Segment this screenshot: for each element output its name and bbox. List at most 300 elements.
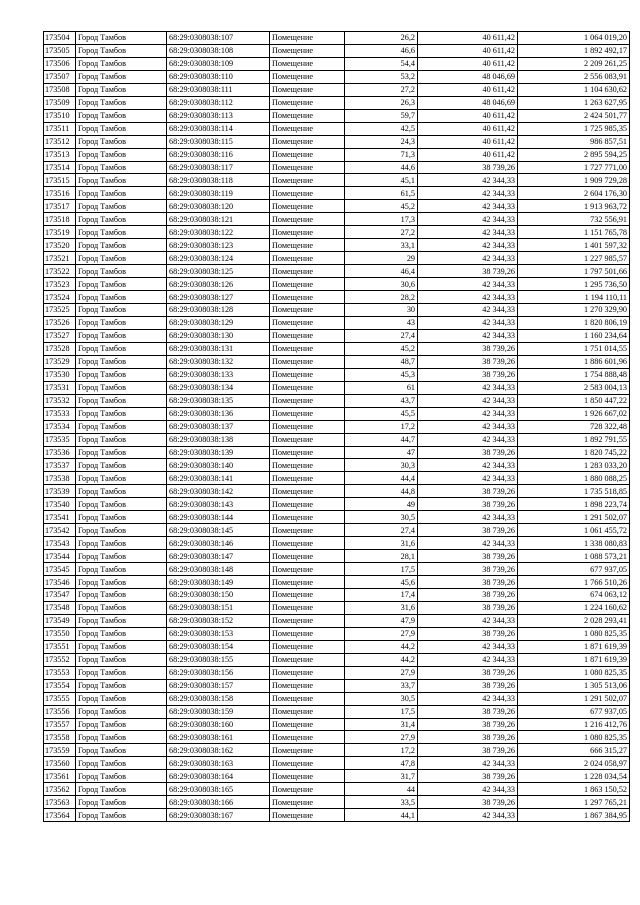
cadastral-value-cell: 1 297 765,21 [518, 796, 630, 809]
row-number-cell: 173549 [44, 614, 76, 627]
object-type-cell: Помещение [270, 614, 345, 627]
object-type-cell: Помещение [270, 278, 345, 291]
table-row [44, 252, 630, 265]
object-type-cell: Помещение [270, 239, 345, 252]
row-number-cell: 173555 [44, 692, 76, 705]
area-cell: 30,3 [345, 459, 418, 472]
object-type-cell: Помещение [270, 588, 345, 601]
object-type-cell: Помещение [270, 316, 345, 329]
cadastral-value-cell: 1 080 825,35 [518, 666, 630, 679]
cadastral-value-cell: 1 224 160,62 [518, 601, 630, 614]
row-number-cell: 173513 [44, 148, 76, 161]
city-cell: Город Тамбов [76, 161, 167, 174]
cadastral-value-cell: 2 604 176,30 [518, 187, 630, 200]
unit-value-cell: 42 344,33 [418, 407, 518, 420]
area-cell: 27,4 [345, 524, 418, 537]
cadastral-number-cell: 68:29:0308038:127 [167, 291, 270, 304]
cadastral-number-cell: 68:29:0308038:164 [167, 770, 270, 783]
object-type-cell: Помещение [270, 446, 345, 459]
cadastral-value-cell: 1 227 985,57 [518, 252, 630, 265]
row-number-cell: 173556 [44, 705, 76, 718]
cadastral-value-cell: 2 424 501,77 [518, 109, 630, 122]
city-cell: Город Тамбов [76, 226, 167, 239]
object-type-cell: Помещение [270, 537, 345, 550]
city-cell: Город Тамбов [76, 498, 167, 511]
table-row [44, 70, 630, 83]
object-type-cell: Помещение [270, 524, 345, 537]
city-cell: Город Тамбов [76, 239, 167, 252]
cadastral-value-cell: 1 725 985,35 [518, 122, 630, 135]
row-number-cell: 173543 [44, 537, 76, 550]
object-type-cell: Помещение [270, 459, 345, 472]
cadastral-value-cell: 732 556,91 [518, 213, 630, 226]
row-number-cell: 173506 [44, 57, 76, 70]
unit-value-cell: 48 046,69 [418, 70, 518, 83]
cadastral-number-cell: 68:29:0308038:148 [167, 563, 270, 576]
area-cell: 27,9 [345, 666, 418, 679]
row-number-cell: 173538 [44, 472, 76, 485]
cadastral-value-cell: 1 892 492,17 [518, 44, 630, 57]
unit-value-cell: 38 739,26 [418, 342, 518, 355]
area-cell: 17,5 [345, 563, 418, 576]
area-cell: 44,6 [345, 161, 418, 174]
table-row [44, 226, 630, 239]
city-cell: Город Тамбов [76, 174, 167, 187]
object-type-cell: Помещение [270, 809, 345, 822]
object-type-cell: Помещение [270, 355, 345, 368]
table-row [44, 316, 630, 329]
cadastral-number-cell: 68:29:0308038:112 [167, 96, 270, 109]
city-cell: Город Тамбов [76, 459, 167, 472]
table-row [44, 705, 630, 718]
cadastral-number-cell: 68:29:0308038:118 [167, 174, 270, 187]
row-number-cell: 173542 [44, 524, 76, 537]
table-row [44, 588, 630, 601]
area-cell: 30,5 [345, 511, 418, 524]
object-type-cell: Помещение [270, 200, 345, 213]
table-row [44, 96, 630, 109]
city-cell: Город Тамбов [76, 342, 167, 355]
unit-value-cell: 38 739,26 [418, 679, 518, 692]
table-row [44, 472, 630, 485]
unit-value-cell: 38 739,26 [418, 550, 518, 563]
object-type-cell: Помещение [270, 342, 345, 355]
area-cell: 44,8 [345, 485, 418, 498]
city-cell: Город Тамбов [76, 96, 167, 109]
area-cell: 33,5 [345, 796, 418, 809]
table-row [44, 187, 630, 200]
unit-value-cell: 42 344,33 [418, 783, 518, 796]
object-type-cell: Помещение [270, 796, 345, 809]
area-cell: 33,7 [345, 679, 418, 692]
cadastral-number-cell: 68:29:0308038:110 [167, 70, 270, 83]
table-row [44, 291, 630, 304]
row-number-cell: 173507 [44, 70, 76, 83]
cadastral-number-cell: 68:29:0308038:125 [167, 265, 270, 278]
row-number-cell: 173531 [44, 381, 76, 394]
city-cell: Город Тамбов [76, 744, 167, 757]
row-number-cell: 173559 [44, 744, 76, 757]
cadastral-number-cell: 68:29:0308038:142 [167, 485, 270, 498]
cadastral-number-cell: 68:29:0308038:124 [167, 252, 270, 265]
object-type-cell: Помещение [270, 718, 345, 731]
city-cell: Город Тамбов [76, 291, 167, 304]
row-number-cell: 173504 [44, 32, 76, 45]
table-row [44, 666, 630, 679]
area-cell: 28,1 [345, 550, 418, 563]
unit-value-cell: 42 344,33 [418, 316, 518, 329]
table-row [44, 32, 630, 45]
row-number-cell: 173551 [44, 640, 76, 653]
area-cell: 27,9 [345, 731, 418, 744]
unit-value-cell: 42 344,33 [418, 420, 518, 433]
cadastral-value-cell: 1 880 088,25 [518, 472, 630, 485]
cadastral-number-cell: 68:29:0308038:126 [167, 278, 270, 291]
city-cell: Город Тамбов [76, 316, 167, 329]
table-row [44, 718, 630, 731]
cadastral-value-cell: 1 104 630,62 [518, 83, 630, 96]
area-cell: 17,2 [345, 420, 418, 433]
cadastral-value-cell: 1 061 455,72 [518, 524, 630, 537]
object-type-cell: Помещение [270, 744, 345, 757]
cadastral-value-cell: 1 867 384,95 [518, 809, 630, 822]
city-cell: Город Тамбов [76, 783, 167, 796]
table-row [44, 200, 630, 213]
object-type-cell: Помещение [270, 757, 345, 770]
city-cell: Город Тамбов [76, 83, 167, 96]
city-cell: Город Тамбов [76, 70, 167, 83]
cadastral-number-cell: 68:29:0308038:157 [167, 679, 270, 692]
row-number-cell: 173541 [44, 511, 76, 524]
object-type-cell: Помещение [270, 653, 345, 666]
table-body [44, 32, 630, 822]
cadastral-value-cell: 1 926 667,02 [518, 407, 630, 420]
area-cell: 31,6 [345, 601, 418, 614]
cadastral-value-cell: 1 160 234,64 [518, 329, 630, 342]
row-number-cell: 173536 [44, 446, 76, 459]
area-cell: 45,1 [345, 174, 418, 187]
city-cell: Город Тамбов [76, 627, 167, 640]
cadastral-number-cell: 68:29:0308038:145 [167, 524, 270, 537]
row-number-cell: 173545 [44, 563, 76, 576]
unit-value-cell: 40 611,42 [418, 32, 518, 45]
table-row [44, 355, 630, 368]
object-type-cell: Помещение [270, 576, 345, 589]
city-cell: Город Тамбов [76, 135, 167, 148]
city-cell: Город Тамбов [76, 588, 167, 601]
area-cell: 27,2 [345, 83, 418, 96]
object-type-cell: Помещение [270, 692, 345, 705]
unit-value-cell: 38 739,26 [418, 355, 518, 368]
unit-value-cell: 42 344,33 [418, 381, 518, 394]
cadastral-value-cell: 666 315,27 [518, 744, 630, 757]
object-type-cell: Помещение [270, 783, 345, 796]
area-cell: 44,4 [345, 472, 418, 485]
object-type-cell: Помещение [270, 174, 345, 187]
table-row [44, 433, 630, 446]
city-cell: Город Тамбов [76, 32, 167, 45]
object-type-cell: Помещение [270, 148, 345, 161]
city-cell: Город Тамбов [76, 368, 167, 381]
cadastral-number-cell: 68:29:0308038:131 [167, 342, 270, 355]
cadastral-value-cell: 2 024 058,97 [518, 757, 630, 770]
row-number-cell: 173564 [44, 809, 76, 822]
unit-value-cell: 40 611,42 [418, 57, 518, 70]
table-row [44, 757, 630, 770]
cadastral-number-cell: 68:29:0308038:136 [167, 407, 270, 420]
cadastral-value-cell: 1 305 513,06 [518, 679, 630, 692]
object-type-cell: Помещение [270, 304, 345, 317]
cadastral-number-cell: 68:29:0308038:133 [167, 368, 270, 381]
unit-value-cell: 42 344,33 [418, 394, 518, 407]
city-cell: Город Тамбов [76, 524, 167, 537]
cadastral-number-cell: 68:29:0308038:115 [167, 135, 270, 148]
city-cell: Город Тамбов [76, 614, 167, 627]
area-cell: 45,5 [345, 407, 418, 420]
table-row [44, 550, 630, 563]
table-row [44, 731, 630, 744]
cadastral-value-cell: 2 583 004,13 [518, 381, 630, 394]
area-cell: 54,4 [345, 57, 418, 70]
cadastral-number-cell: 68:29:0308038:137 [167, 420, 270, 433]
area-cell: 47 [345, 446, 418, 459]
row-number-cell: 173524 [44, 291, 76, 304]
row-number-cell: 173552 [44, 653, 76, 666]
cadastral-value-cell: 1 909 729,28 [518, 174, 630, 187]
object-type-cell: Помещение [270, 705, 345, 718]
table-row [44, 627, 630, 640]
table-row [44, 329, 630, 342]
area-cell: 31,6 [345, 537, 418, 550]
area-cell: 46,6 [345, 44, 418, 57]
unit-value-cell: 42 344,33 [418, 291, 518, 304]
cadastral-value-cell: 1 797 501,66 [518, 265, 630, 278]
row-number-cell: 173533 [44, 407, 76, 420]
row-number-cell: 173558 [44, 731, 76, 744]
city-cell: Город Тамбов [76, 757, 167, 770]
city-cell: Город Тамбов [76, 679, 167, 692]
cadastral-value-cell: 1 850 447,22 [518, 394, 630, 407]
area-cell: 17,5 [345, 705, 418, 718]
object-type-cell: Помещение [270, 601, 345, 614]
area-cell: 24,3 [345, 135, 418, 148]
unit-value-cell: 40 611,42 [418, 122, 518, 135]
row-number-cell: 173547 [44, 588, 76, 601]
row-number-cell: 173548 [44, 601, 76, 614]
row-number-cell: 173557 [44, 718, 76, 731]
area-cell: 26,2 [345, 32, 418, 45]
cadastral-value-cell: 1 295 736,50 [518, 278, 630, 291]
object-type-cell: Помещение [270, 213, 345, 226]
object-type-cell: Помещение [270, 135, 345, 148]
city-cell: Город Тамбов [76, 640, 167, 653]
row-number-cell: 173550 [44, 627, 76, 640]
unit-value-cell: 42 344,33 [418, 187, 518, 200]
row-number-cell: 173540 [44, 498, 76, 511]
area-cell: 17,4 [345, 588, 418, 601]
cadastral-number-cell: 68:29:0308038:160 [167, 718, 270, 731]
unit-value-cell: 42 344,33 [418, 252, 518, 265]
city-cell: Город Тамбов [76, 718, 167, 731]
city-cell: Город Тамбов [76, 278, 167, 291]
cadastral-number-cell: 68:29:0308038:109 [167, 57, 270, 70]
cadastral-number-cell: 68:29:0308038:163 [167, 757, 270, 770]
unit-value-cell: 38 739,26 [418, 601, 518, 614]
unit-value-cell: 40 611,42 [418, 135, 518, 148]
cadastral-number-cell: 68:29:0308038:149 [167, 576, 270, 589]
object-type-cell: Помещение [270, 329, 345, 342]
unit-value-cell: 38 739,26 [418, 563, 518, 576]
cadastral-value-cell: 1 820 745,22 [518, 446, 630, 459]
unit-value-cell: 42 344,33 [418, 692, 518, 705]
cadastral-number-cell: 68:29:0308038:116 [167, 148, 270, 161]
unit-value-cell: 42 344,33 [418, 239, 518, 252]
row-number-cell: 173525 [44, 304, 76, 317]
cadastral-value-cell: 1 766 510,26 [518, 576, 630, 589]
object-type-cell: Помещение [270, 433, 345, 446]
unit-value-cell: 40 611,42 [418, 83, 518, 96]
area-cell: 46,4 [345, 265, 418, 278]
unit-value-cell: 38 739,26 [418, 666, 518, 679]
cadastral-value-cell: 986 857,51 [518, 135, 630, 148]
city-cell: Город Тамбов [76, 57, 167, 70]
table-row [44, 394, 630, 407]
row-number-cell: 173561 [44, 770, 76, 783]
city-cell: Город Тамбов [76, 420, 167, 433]
area-cell: 61 [345, 381, 418, 394]
table-row [44, 601, 630, 614]
table-row [44, 342, 630, 355]
area-cell: 45,2 [345, 200, 418, 213]
row-number-cell: 173554 [44, 679, 76, 692]
unit-value-cell: 42 344,33 [418, 459, 518, 472]
table-row [44, 57, 630, 70]
cadastral-value-cell: 1 871 619,39 [518, 640, 630, 653]
cadastral-number-cell: 68:29:0308038:153 [167, 627, 270, 640]
row-number-cell: 173511 [44, 122, 76, 135]
object-type-cell: Помещение [270, 563, 345, 576]
row-number-cell: 173520 [44, 239, 76, 252]
city-cell: Город Тамбов [76, 265, 167, 278]
unit-value-cell: 42 344,33 [418, 472, 518, 485]
cadastral-number-cell: 68:29:0308038:162 [167, 744, 270, 757]
cadastral-number-cell: 68:29:0308038:152 [167, 614, 270, 627]
area-cell: 30,5 [345, 692, 418, 705]
row-number-cell: 173518 [44, 213, 76, 226]
cadastral-number-cell: 68:29:0308038:140 [167, 459, 270, 472]
table-row [44, 783, 630, 796]
city-cell: Город Тамбов [76, 563, 167, 576]
cadastral-value-cell: 1 194 110,11 [518, 291, 630, 304]
cadastral-value-cell: 1 151 765,78 [518, 226, 630, 239]
area-cell: 17,2 [345, 744, 418, 757]
row-number-cell: 173534 [44, 420, 76, 433]
cadastral-value-cell: 1 263 627,95 [518, 96, 630, 109]
unit-value-cell: 38 739,26 [418, 161, 518, 174]
unit-value-cell: 40 611,42 [418, 148, 518, 161]
cadastral-value-cell: 1 080 825,35 [518, 627, 630, 640]
cadastral-number-cell: 68:29:0308038:130 [167, 329, 270, 342]
object-type-cell: Помещение [270, 122, 345, 135]
city-cell: Город Тамбов [76, 394, 167, 407]
cadastral-value-cell: 1 871 619,39 [518, 653, 630, 666]
table-row [44, 692, 630, 705]
row-number-cell: 173509 [44, 96, 76, 109]
row-number-cell: 173563 [44, 796, 76, 809]
area-cell: 27,2 [345, 226, 418, 239]
city-cell: Город Тамбов [76, 485, 167, 498]
cadastral-number-cell: 68:29:0308038:120 [167, 200, 270, 213]
unit-value-cell: 38 739,26 [418, 524, 518, 537]
city-cell: Город Тамбов [76, 705, 167, 718]
cadastral-value-cell: 1 751 014,55 [518, 342, 630, 355]
row-number-cell: 173528 [44, 342, 76, 355]
cadastral-number-cell: 68:29:0308038:111 [167, 83, 270, 96]
city-cell: Город Тамбов [76, 770, 167, 783]
row-number-cell: 173562 [44, 783, 76, 796]
unit-value-cell: 38 739,26 [418, 731, 518, 744]
city-cell: Город Тамбов [76, 407, 167, 420]
area-cell: 30,6 [345, 278, 418, 291]
table-row [44, 368, 630, 381]
row-number-cell: 173512 [44, 135, 76, 148]
object-type-cell: Помещение [270, 472, 345, 485]
cadastral-value-cell: 1 216 412,76 [518, 718, 630, 731]
area-cell: 61,5 [345, 187, 418, 200]
object-type-cell: Помещение [270, 252, 345, 265]
row-number-cell: 173514 [44, 161, 76, 174]
object-type-cell: Помещение [270, 407, 345, 420]
row-number-cell: 173535 [44, 433, 76, 446]
cadastral-value-cell: 1 754 888,48 [518, 368, 630, 381]
object-type-cell: Помещение [270, 187, 345, 200]
object-type-cell: Помещение [270, 731, 345, 744]
area-cell: 27,9 [345, 627, 418, 640]
cadastral-number-cell: 68:29:0308038:156 [167, 666, 270, 679]
city-cell: Город Тамбов [76, 731, 167, 744]
cadastral-number-cell: 68:29:0308038:123 [167, 239, 270, 252]
area-cell: 47,9 [345, 614, 418, 627]
unit-value-cell: 38 739,26 [418, 368, 518, 381]
object-type-cell: Помещение [270, 96, 345, 109]
city-cell: Город Тамбов [76, 148, 167, 161]
property-table [43, 31, 630, 822]
table-row [44, 524, 630, 537]
row-number-cell: 173529 [44, 355, 76, 368]
cadastral-value-cell: 1 892 791,55 [518, 433, 630, 446]
city-cell: Город Тамбов [76, 329, 167, 342]
unit-value-cell: 42 344,33 [418, 329, 518, 342]
area-cell: 43,7 [345, 394, 418, 407]
table-row [44, 174, 630, 187]
city-cell: Город Тамбов [76, 44, 167, 57]
area-cell: 44 [345, 783, 418, 796]
city-cell: Город Тамбов [76, 601, 167, 614]
unit-value-cell: 38 739,26 [418, 446, 518, 459]
area-cell: 17,3 [345, 213, 418, 226]
cadastral-value-cell: 1 080 825,35 [518, 731, 630, 744]
object-type-cell: Помещение [270, 550, 345, 563]
table-row [44, 576, 630, 589]
cadastral-number-cell: 68:29:0308038:114 [167, 122, 270, 135]
cadastral-value-cell: 2 556 083,91 [518, 70, 630, 83]
area-cell: 45,3 [345, 368, 418, 381]
cadastral-number-cell: 68:29:0308038:135 [167, 394, 270, 407]
cadastral-number-cell: 68:29:0308038:134 [167, 381, 270, 394]
cadastral-value-cell: 674 063,12 [518, 588, 630, 601]
table-row [44, 83, 630, 96]
table-row [44, 44, 630, 57]
